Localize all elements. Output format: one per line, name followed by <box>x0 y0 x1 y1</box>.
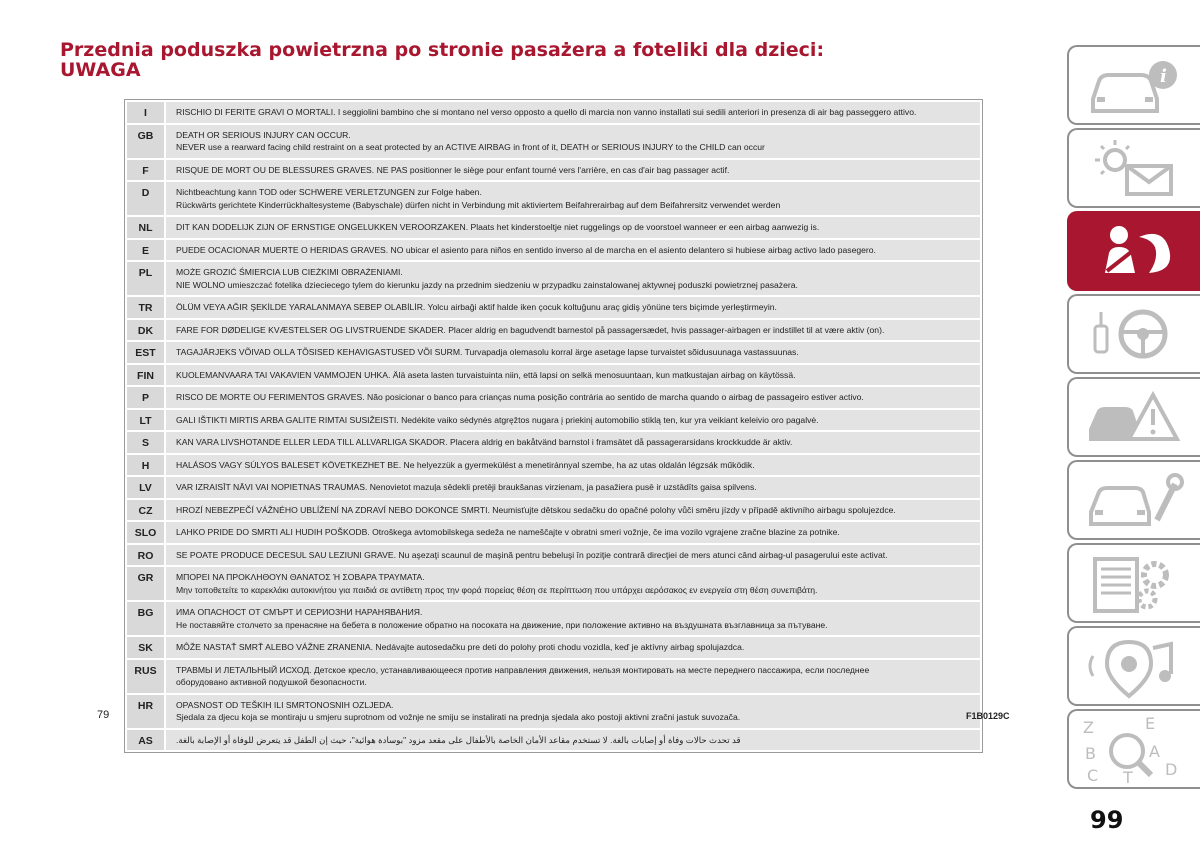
warning-line: FARE FOR DØDELIGE KVÆSTELSER OG LIVSTRUENDE SKADER. Placer aldrig en bagudvendt barnestol på passagersædet, hvis passager-airbagen er indstillet til at være aktiv (on). <box>176 324 885 335</box>
warning-line: PUEDE OCACIONAR MUERTE O HERIDAS GRAVES. NO ubicar el asiento para niños en sentido inverso al de marcha en el asiento delantero si hubiese airbag activo lado pasegero. <box>176 244 876 255</box>
safety-seatbelt-airbag-icon <box>1079 219 1189 285</box>
warning-line: HROZÍ NEBEZPEČÍ VÁŽNÉHO UBLÍŽENÍ NA ZDRAVÍ NEBO DOKONCE SMRTI. Neumisťujte dětskou sedačku do opačné polohy vůči směru jízdy v případě aktivního airbagu spolujezdce. <box>176 504 896 515</box>
warning-line: RISQUE DE MORT OU DE BLESSURES GRAVES. NE PAS positionner le siège pour enfant tourné vers l'arrière, en cas d'air bag passager actif. <box>176 164 730 175</box>
index-letter: T <box>1123 768 1133 783</box>
page-title <box>60 40 1020 80</box>
language-code: TR <box>127 297 164 318</box>
language-code: RO <box>127 545 164 566</box>
tab-car-wrench[interactable] <box>1067 460 1200 540</box>
warning-line: Sjedala za djecu koja se montiraju u smjeru suprotnom od vožnje ne smiju se instalirati na prednja sjedala ako postoji aktivni zračni jastuk suvozača. <box>176 712 741 722</box>
svg-text:i: i <box>1160 66 1167 87</box>
table-row <box>127 125 980 160</box>
warning-table <box>124 99 983 753</box>
table-row <box>127 500 980 523</box>
table-row <box>127 342 980 365</box>
language-code: P <box>127 387 164 408</box>
language-code: E <box>127 240 164 261</box>
warning-line: LAHKO PRIDE DO SMRTI ALI HUDIH POŠKODB. Otroškega avtomobilskega sedeža ne nameščajte v obratni smeri vožnje, če ima vozilo vgrajene zračne blazine za potnike. <box>176 527 840 537</box>
warning-line: ÖLÜM VEYA AĞIR ŞEKİLDE YARALANMAYA SEBEP OLABİLİR. Yolcu airbaği aktif halde iken çocuk koltuğunu araç gidiş yönüne ters biçimde yerleştirmeyin. <box>176 302 777 312</box>
warning-line: RISCO DE MORTE OU FERIMENTOS GRAVES. Não posicionar o banco para crianças numa posição contrária ao sentido de marcha quando o airbag de passageiro estiver activo. <box>176 392 864 402</box>
warning-text <box>166 695 980 728</box>
language-code: S <box>127 432 164 453</box>
lights-message-icon <box>1079 136 1189 202</box>
warning-line: Не поставяйте столчето за пренасяне на бебета в положение обратно на посоката на движение, при положение активно на въздушната възглавница за пътуване. <box>176 619 828 630</box>
index-search-icon <box>1079 717 1189 783</box>
page-title-line1: Przednia poduszka powietrzna po stronie pasażera a foteliki dla dzieci: <box>60 39 825 61</box>
table-row <box>127 602 980 637</box>
table-row <box>127 660 980 695</box>
warning-text <box>166 637 980 658</box>
warning-text <box>166 387 980 408</box>
language-code: NL <box>127 217 164 238</box>
warning-text <box>166 125 980 158</box>
specs-gears-icon <box>1079 551 1189 617</box>
language-code: GB <box>127 125 164 158</box>
table-row <box>127 410 980 433</box>
language-code: AS <box>127 730 164 751</box>
table-row <box>127 320 980 343</box>
tab-key-steering[interactable] <box>1067 294 1200 374</box>
warning-line: HALÁSOS VAGY SÚLYOS BALESET KÖVETKEZHET BE. Ne helyezzük a gyermekülést a menetiránnyal szembe, ha az utas oldalán légzsák működik. <box>176 459 755 470</box>
warning-line: Μην τοποθετείτε το καρεκλάκι αυτοκινήτου για παιδιά σε αντίθετη προς την φορά πορείας θέση σε περίπτωση που υπάρχει αερόσακος εν ενεργεία στη θέση συνεπιβάτη. <box>176 584 818 595</box>
warning-line: TAGAJÄRJEKS VÕIVAD OLLA TÕSISED KEHAVIGASTUSED VÕI SURM. Turvapadja olemasolu korral ärge asetage lapse turvaistet sõidusuunaga vastassuunas. <box>176 347 799 357</box>
warning-text <box>166 410 980 431</box>
warning-text <box>166 730 980 751</box>
warning-text <box>166 432 980 453</box>
warning-text <box>166 160 980 181</box>
warning-line: ИМА ОПАСНОСТ ОТ СМЪРТ И СЕРИОЗНИ НАРАНЯВАНИЯ. <box>176 607 423 617</box>
page-title-line2: UWAGA <box>60 59 141 81</box>
language-code: EST <box>127 342 164 363</box>
language-code: CZ <box>127 500 164 521</box>
language-code: PL <box>127 262 164 295</box>
warning-line: DEATH OR SERIOUS INJURY CAN OCCUR. <box>176 129 351 140</box>
warning-text <box>166 297 980 318</box>
warning-line: NIE WOLNO umieszczać fotelika dzieciecego tylem do kierunku jazdy na przednim siedzeniu w przypadku zainstalowanej aktywnej poduszki powietrznej pasażera. <box>176 279 798 290</box>
language-code: GR <box>127 567 164 600</box>
language-code: RUS <box>127 660 164 693</box>
warning-text <box>166 182 980 215</box>
tab-car-info[interactable] <box>1067 45 1200 125</box>
index-letter: Z <box>1083 718 1094 737</box>
language-code: H <box>127 455 164 476</box>
table-row <box>127 102 980 125</box>
warning-line: Rückwärts gerichtete Kinderrückhaltesysteme (Babyschale) dürfen nicht in Verbindung mit aktiviertem Beifahrerairbag auf dem Beifahrersitz verwendet werden <box>176 199 781 210</box>
warning-line: RISCHIO DI FERITE GRAVI O MORTALI. I seggiolini bambino che si montano nel verso opposto a quello di marcia non vanno installati sui sedili anteriori in presenza di air bag passeggero attivo. <box>176 107 917 117</box>
warning-text <box>166 660 980 693</box>
tab-safety[interactable] <box>1067 211 1200 291</box>
language-code: DK <box>127 320 164 341</box>
tab-warning-breakdown[interactable] <box>1067 377 1200 457</box>
table-row <box>127 160 980 183</box>
multimedia-icon <box>1079 634 1189 700</box>
warning-text <box>166 102 980 123</box>
warning-line: MOŻE GROZIĆ ŚMIERCIA LUB CIEŻKIMI OBRAŻENIAMI. <box>176 267 403 277</box>
index-letter: C <box>1087 766 1099 783</box>
warning-line: MÔŽE NASTAŤ SMRŤ ALEBO VÁŽNE ZRANENIA. Nedávajte autosedačku pre deti do polohy proti chodu vozidla, keď je aktívny airbag spolujazdca. <box>176 642 745 652</box>
car-wrench-icon <box>1079 468 1189 534</box>
table-row <box>127 365 980 388</box>
table-row <box>127 455 980 478</box>
table-row <box>127 217 980 240</box>
warning-text <box>166 320 980 341</box>
warning-line: KAN VARA LIVSHOTANDE ELLER LEDA TILL ALLVARLIGA SKADOR. Placera aldrig en bakåtvänd barnstol i framsätet då passagerarsidans krockkudde är aktiv. <box>176 437 793 447</box>
language-code: I <box>127 102 164 123</box>
index-letter: A <box>1149 742 1160 761</box>
language-code: LT <box>127 410 164 431</box>
warning-text <box>166 455 980 476</box>
language-code: SK <box>127 637 164 658</box>
table-row <box>127 182 980 217</box>
chapter-sidebar <box>1067 45 1200 792</box>
warning-line: DIT KAN DODELIJK ZIJN OF ERNSTIGE ONGELUKKEN VEROORZAKEN. Plaats het kinderstoeltje niet ruggelings op de voorstoel wanneer er een airbag aanwezig is. <box>176 222 820 232</box>
warning-line: GALI IŠTIKTI MIRTIS ARBA GALITE RIMTAI SUSIŽEISTI. Nedėkite vaiko sėdynės atgręžtos nugara į priekinį automobilio stiklą ten, kur yra veikiant keleivio oro pagalvė. <box>176 414 819 425</box>
language-code: F <box>127 160 164 181</box>
warning-text <box>166 217 980 238</box>
warning-line: ТРАВМЫ И ЛЕТАЛЬНЫЙ ИСХОД. Детское кресло, устанавливающееся против направления движения, нельзя монтировать на месте переднего пассажира, если последнее <box>176 664 870 675</box>
warning-text <box>166 602 980 635</box>
page-number: 99 <box>1090 806 1124 834</box>
warning-breakdown-icon <box>1079 385 1189 451</box>
car-info-icon <box>1079 53 1189 119</box>
warning-text <box>166 240 980 261</box>
table-row <box>127 477 980 500</box>
table-row <box>127 240 980 263</box>
warning-text <box>166 477 980 498</box>
warning-text <box>166 365 980 386</box>
table-row <box>127 545 980 568</box>
warning-text <box>166 500 980 521</box>
table-row <box>127 262 980 297</box>
tab-index[interactable] <box>1067 709 1200 789</box>
warning-line: оборудовано активной подушкой безопасности. <box>176 677 367 687</box>
figure-code: F1B0129C <box>966 711 1010 721</box>
index-letter: E <box>1145 717 1156 733</box>
index-letter: B <box>1085 744 1096 763</box>
language-code: FIN <box>127 365 164 386</box>
table-row <box>127 432 980 455</box>
tab-multimedia[interactable] <box>1067 626 1200 706</box>
warning-line: قد تحدث حالات وفاة أو إصابات بالغة. لا تستخدم مقاعد الأمان الخاصة بالأطفال على مقعد مزود "بوسادة هوائية"، حيث إن الطفل قد يتعرض للوفاة أو الإصابة بالغة. <box>176 734 741 745</box>
warning-text <box>166 342 980 363</box>
language-code: D <box>127 182 164 215</box>
warning-text <box>166 567 980 600</box>
key-steering-wheel-icon <box>1079 302 1189 368</box>
tab-specs[interactable] <box>1067 543 1200 623</box>
warning-line: OPASNOST OD TEŠKIH ILI SMRTONOSNIH OZLJEDA. <box>176 699 394 710</box>
language-code: HR <box>127 695 164 728</box>
table-row <box>127 730 980 751</box>
warning-line: NEVER use a rearward facing child restraint on a seat protected by an ACTIVE AIRBAG in front of it, DEATH or SERIOUS INJURY to the CHILD can occur <box>176 142 765 152</box>
language-code: SLO <box>127 522 164 543</box>
warning-line: ΜΠΟΡΕΙ ΝΑ ΠΡΟΚΛΗΘΟΥΝ ΘΑΝΑΤΟΣ Ή ΣΟΒΑΡΑ ΤΡΑΥΜΑΤΑ. <box>176 572 425 582</box>
tab-lights-message[interactable] <box>1067 128 1200 208</box>
warning-text <box>166 262 980 295</box>
index-letter: D <box>1165 760 1178 779</box>
warning-line: VAR IZRAISĪT NĀVI VAI NOPIETNAS TRAUMAS. Nenovietot mazuļa sēdekli pretēji braukšanas virzienam, ja pasažiera pusē ir uzstādīts gaisa spilvens. <box>176 482 757 492</box>
warning-line: Nichtbeachtung kann TOD oder SCHWERE VERLETZUNGEN zur Folge haben. <box>176 187 482 197</box>
table-row <box>127 637 980 660</box>
warning-text <box>166 545 980 566</box>
table-row <box>127 695 980 730</box>
warning-line: SE POATE PRODUCE DECESUL SAU LEZIUNI GRAVE. Nu aşezaţi scaunul de maşină pentru bebeluşi în poziţie contrară direcţiei de mers atunci când airbag-ul pasagerului este activat. <box>176 549 888 560</box>
language-code: BG <box>127 602 164 635</box>
table-row <box>127 567 980 602</box>
language-code: LV <box>127 477 164 498</box>
table-row <box>127 387 980 410</box>
table-row <box>127 297 980 320</box>
table-row <box>127 522 980 545</box>
warning-text <box>166 522 980 543</box>
left-page-number: 79 <box>97 709 110 721</box>
warning-line: KUOLEMANVAARA TAI VAKAVIEN VAMMOJEN UHKA. Älä aseta lasten turvaistuinta niin, että lapsi on selkä menosuuntaan, kun matkustajan airbag on käytössä. <box>176 369 796 380</box>
